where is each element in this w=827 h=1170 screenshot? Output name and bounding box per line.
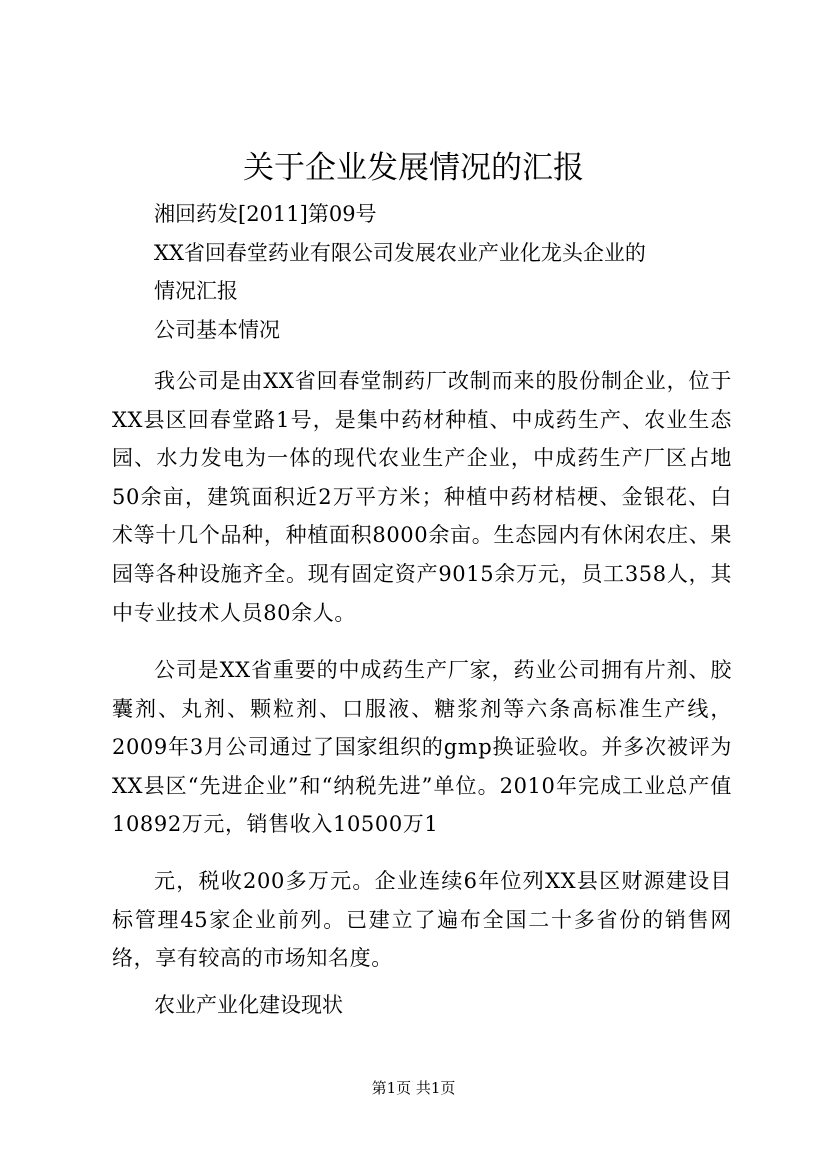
document-title: 关于企业发展情况的汇报 [243, 150, 584, 186]
paragraph-3-block [112, 862, 732, 978]
paragraph-3: 元，税收200多万元。企业连续6年位列XX县区财源建设目标管理45家企业前列。已建立了遍布全国二十多省份的销售网络，享有较高的市场知名度。 [112, 869, 732, 971]
subtitle-line-1: XX省回春堂药业有限公司发展农业产业化龙头企业的 [154, 240, 646, 265]
paragraph-2: 公司是XX省重要的中成药生产厂家，药业公司拥有片剂、胶囊剂、丸剂、颗粒剂、口服液、糖浆剂等六条高标准生产线，2009年3月公司通过了国家组织的gmp换证验收。并多次被评为XX县区“先进企业”和“纳税先进”单位。2010年完成工业总产值10892万元，销售收入10500万1 [112, 658, 732, 837]
subtitle-line-2: 情况汇报 [154, 279, 238, 304]
paragraph-1-block [112, 362, 732, 632]
document-body [112, 195, 732, 349]
paragraph-2-block [112, 651, 732, 844]
section-heading-company-info: 公司基本情况 [154, 317, 280, 342]
page-footer: 第1页 共1页 [371, 1079, 456, 1097]
section-2-block [112, 986, 732, 1025]
doc-number: 湘回药发[2011]第09号 [154, 202, 377, 226]
paragraph-1: 我公司是由XX省回春堂制药厂改制而来的股份制企业，位于XX县区回春堂路1号，是集中药材种植、中成药生产、农业生态园、水力发电为一体的现代农业生产企业，中成药生产厂区占地50余亩，建筑面积近2万平方米；种植中药材桔梗、金银花、白术等十几个品种，种植面积8000余亩。生态园内有休闲农庄、果园等各种设施齐全。现有固定资产9015余万元，员工358人，其中专业技术人员80余人。 [112, 369, 732, 625]
section-heading-agri-status: 农业产业化建设现状 [154, 993, 343, 1017]
